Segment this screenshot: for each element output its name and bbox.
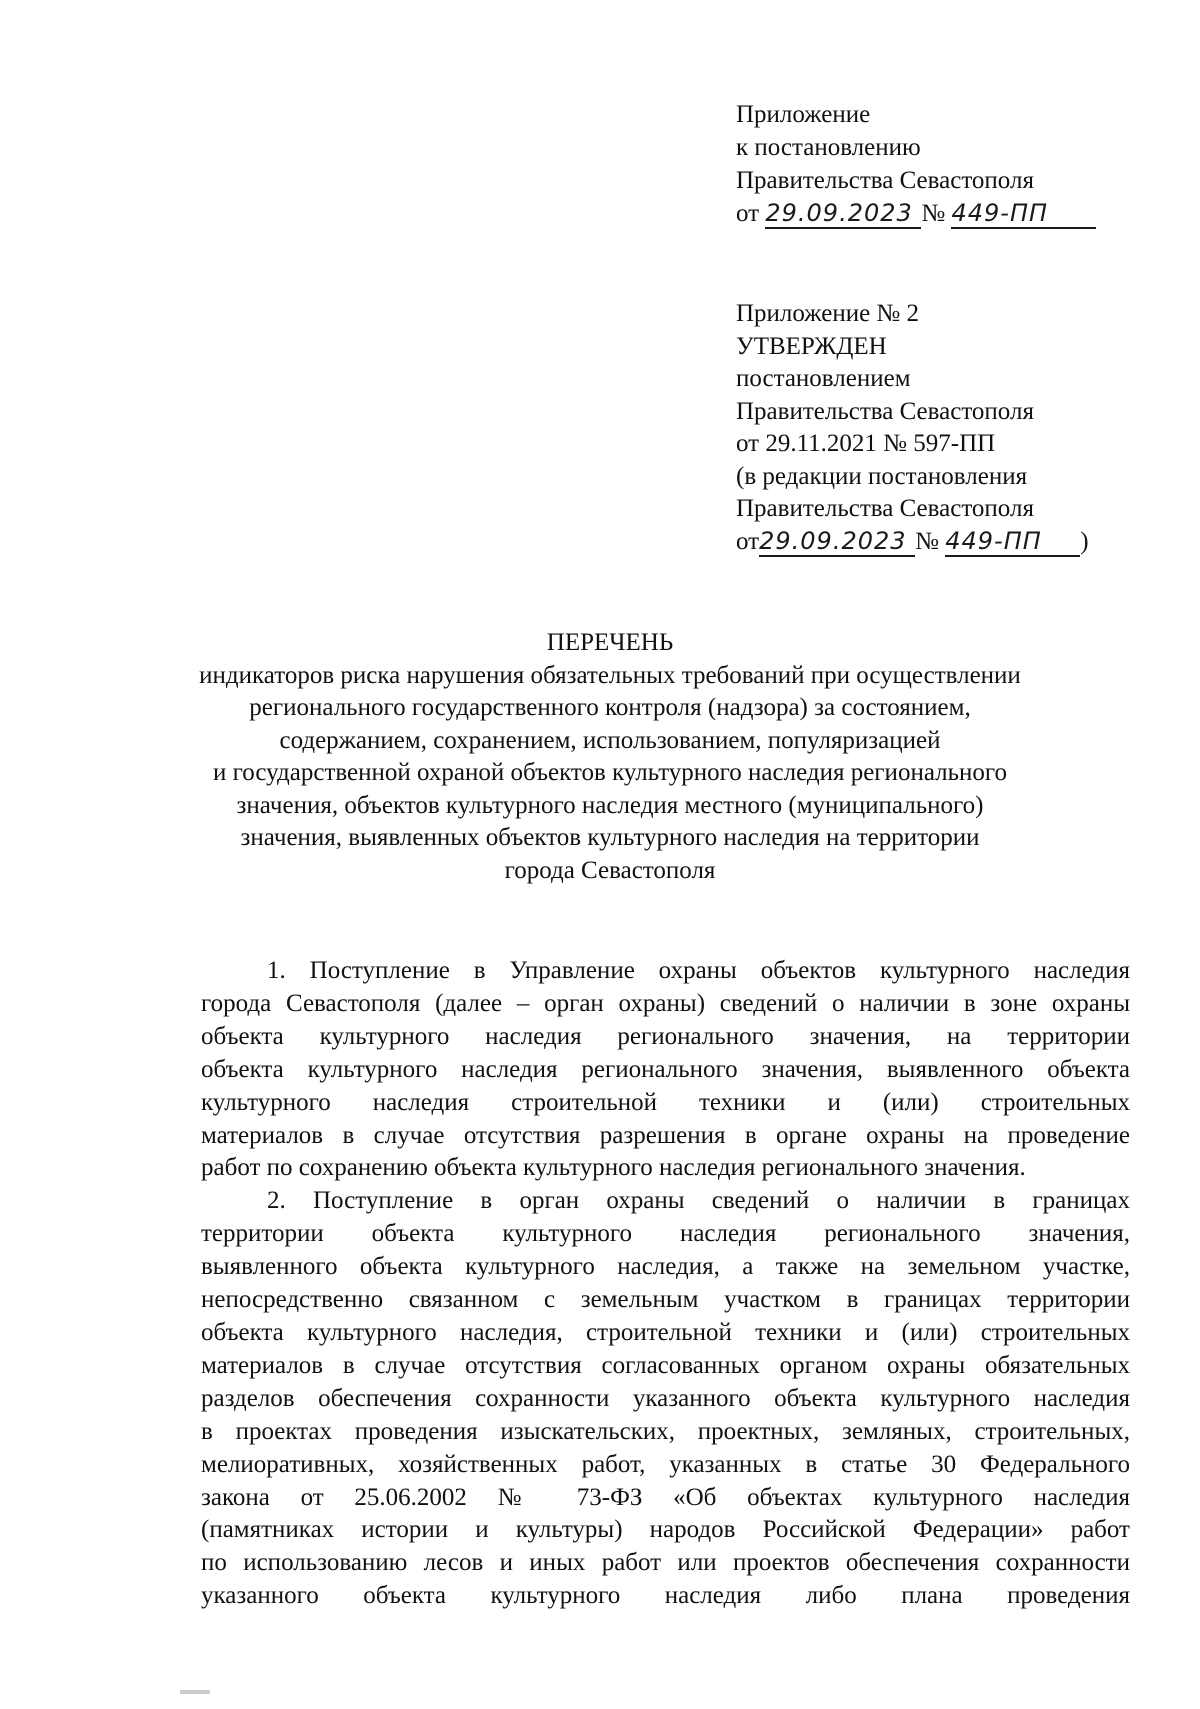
appendix-1-num-sign: № (921, 200, 946, 227)
body-line: непосредственно связанном с земельным участком в границах территории (201, 1286, 1130, 1314)
body-line: города Севастополя (далее – орган охраны) сведений о наличии в зоне охраны (201, 989, 1130, 1017)
document-body (201, 955, 1130, 1613)
appendix-1-line-1: Приложение (736, 101, 871, 128)
appendix-header-1 (736, 98, 1096, 230)
body-line: мелиоративных, хозяйственных работ, указанных в статье 30 Федерального (201, 1450, 1130, 1478)
appendix-2-date-underline (759, 528, 915, 557)
body-line: 2. Поступление в орган охраны сведений о наличии в границах (267, 1187, 1130, 1215)
body-line: материалов в случае отсутствия согласованных органом охраны обязательных (201, 1351, 1130, 1379)
paragraph-2 (201, 1185, 1130, 1613)
appendix-2-line-6: (в редакции постановления (736, 462, 1028, 490)
appendix-2-close-paren: ) (1080, 527, 1089, 555)
body-line: по использованию лесов и иных работ или проектов обеспечения сохранности (201, 1549, 1130, 1577)
title-line: и государственной охраной объектов культурного наследия регионального (212, 759, 1008, 786)
body-line: указанного объекта культурного наследия либо плана проведения (201, 1582, 1130, 1610)
appendix-1-number-underline (951, 200, 1096, 229)
appendix-1-handwritten-date: 29.09.2023 (765, 199, 913, 227)
body-line: территории объекта культурного наследия регионального значения, (201, 1220, 1130, 1248)
appendix-1-line-3: Правительства Севастополя (736, 167, 1034, 194)
body-line: культурного наследия строительной техники и (или) строительных (201, 1088, 1130, 1116)
title-line: индикаторов риска нарушения обязательных требований при осуществлении (199, 661, 1021, 689)
appendix-2-number-underline (945, 528, 1080, 557)
appendix-2-num-sign: № (915, 527, 939, 555)
body-line: закона от 25.06.2002 № 73-ФЗ «Об объектах культурного наследия (201, 1483, 1130, 1511)
appendix-2-line-5: от 29.11.2021 № 597-ПП (736, 430, 996, 457)
appendix-2-handwritten-number: 449-ПП (945, 526, 1042, 555)
appendix-2-line-2: УТВЕРЖДЕН (736, 332, 887, 360)
appendix-1-date-underline (765, 200, 921, 229)
appendix-1-handwritten-number: 449-ПП (951, 199, 1049, 227)
body-line: объекта культурного наследия, строительной техники и (или) строительных (201, 1318, 1130, 1346)
appendix-1-line-2: к постановлению (736, 134, 921, 161)
footer-scan-mark (180, 1690, 210, 1694)
appendix-2-line-7: Правительства Севастополя (736, 495, 1034, 522)
body-line: объекта культурного наследия регионального значения, выявленного объекта (201, 1055, 1130, 1083)
body-line: материалов в случае отсутствия разрешения в органе охраны на проведение (201, 1121, 1130, 1149)
appendix-2-line-1: Приложение № 2 (736, 300, 920, 327)
body-line: (памятниках истории и культуры) народов Российской Федерации» работ (201, 1516, 1130, 1544)
document-title-block (180, 627, 1040, 887)
body-line: объекта культурного наследия регионального значения, на территории (201, 1022, 1130, 1050)
appendix-2-date-line (736, 526, 1089, 559)
appendix-2-line-4: Правительства Севастополя (736, 397, 1034, 425)
appendix-1-date-line (736, 197, 1096, 230)
title-line: значения, выявленных объектов культурного наследия на территории (240, 824, 980, 851)
title-line: регионального государственного контроля (надзора) за состоянием, (249, 694, 971, 721)
body-line: в проектах проведения изыскательских, проектных, земляных, строительных, (201, 1417, 1130, 1445)
title-line: содержанием, сохранением, использованием, популяризацией (279, 726, 941, 754)
appendix-header-2 (736, 298, 1089, 558)
paragraph-1 (201, 955, 1130, 1185)
appendix-1-ot: от (736, 200, 760, 227)
body-line: работ по сохранению объекта культурного наследия регионального значения. (201, 1154, 1026, 1182)
document-heading: ПЕРЕЧЕНЬ (546, 629, 674, 656)
body-line: разделов обеспечения сохранности указанного объекта культурного наследия (201, 1384, 1130, 1412)
body-line: 1. Поступление в Управление охраны объектов культурного наследия (267, 957, 1130, 984)
title-line: города Севастополя (504, 856, 716, 884)
title-line: значения, объектов культурного наследия местного (муниципального) (236, 791, 984, 819)
appendix-2-handwritten-date: 29.09.2023 (759, 526, 907, 555)
body-line: выявленного объекта культурного наследия, а также на земельном участке, (201, 1253, 1130, 1281)
appendix-2-line-3: постановлением (736, 365, 911, 392)
appendix-2-ot: от (736, 527, 760, 555)
